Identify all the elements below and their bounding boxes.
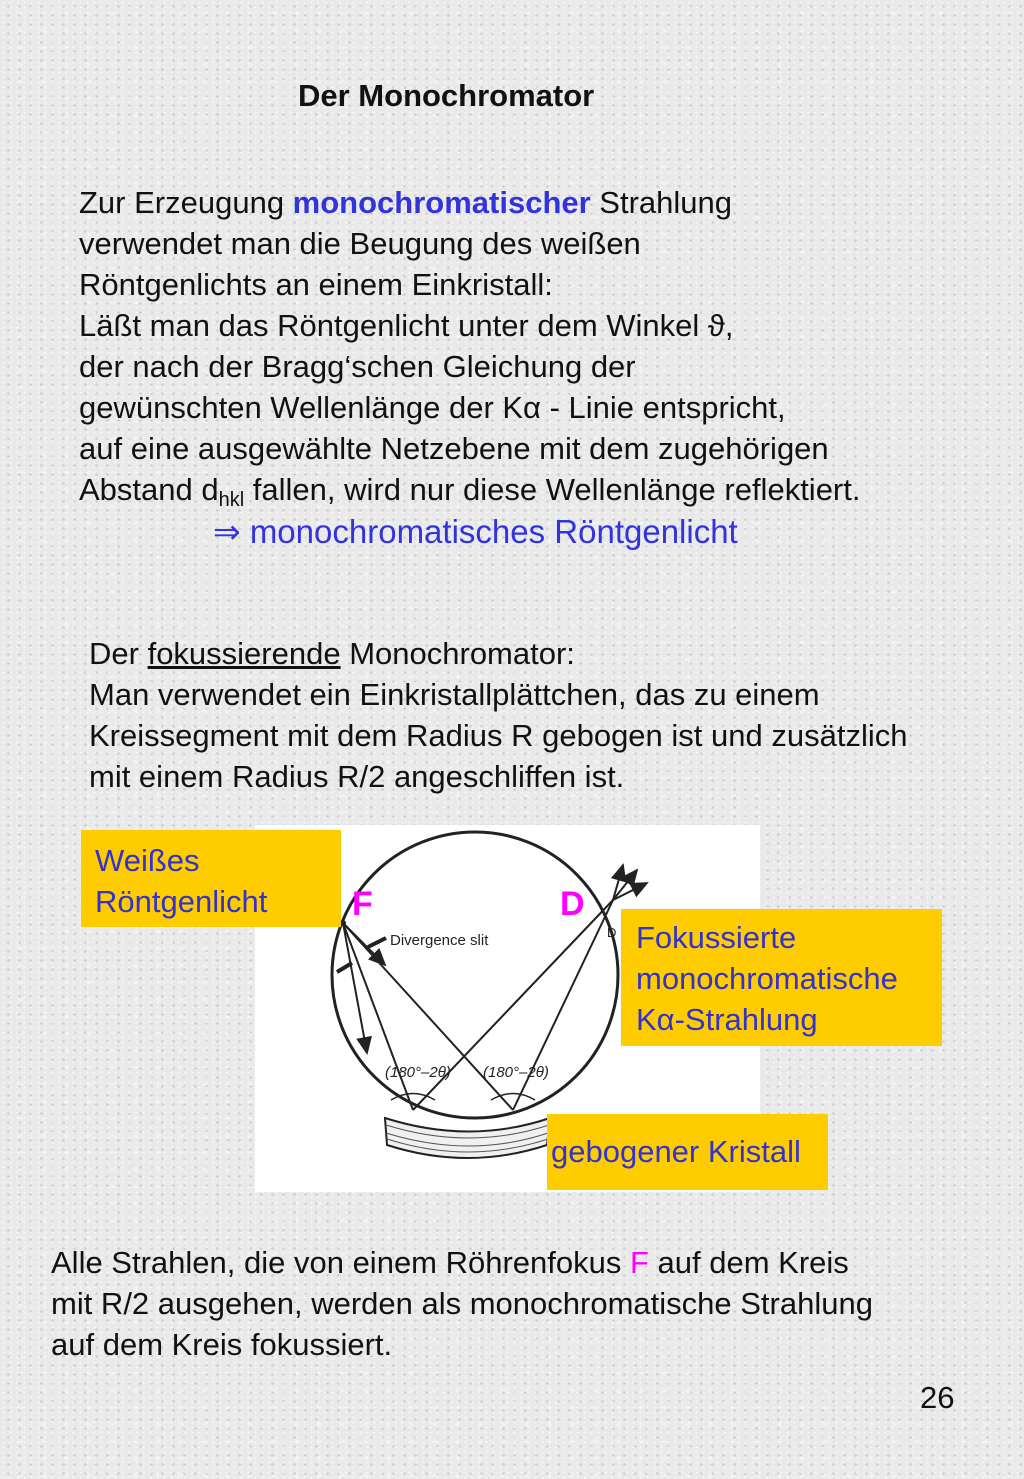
conclusion-F: F [630,1245,649,1280]
intro-line-2: verwendet man die Beugung des weißen [79,226,641,261]
result-line: ⇒ monochromatisches Röntgenlicht [213,513,738,550]
page-title: Der Monochromator [298,78,595,113]
focusing-line-3: Kreissegment mit dem Radius R gebogen ist und zusätzlich [89,718,908,753]
bent-crystal-label: gebogener Kristall [547,1114,828,1190]
intro-line-1: Zur Erzeugung monochromatischer Strahlung [79,185,733,220]
white-light-line-1: Weißes [95,843,200,878]
slit-bar-2 [337,963,352,972]
focusing-line-2: Man verwendet ein Einkristallplättchen, das zu einem [89,677,820,712]
focused-line-2: monochromatische [636,961,898,996]
focusing-underlined: fokussierende [147,636,341,671]
intro-paragraph [79,182,979,554]
focusing-circle [332,832,618,1118]
page-number: 26 [920,1380,955,1415]
focus-F-label: F [352,885,373,923]
focused-radiation-label [621,909,942,1046]
slit-bar-1 [368,938,386,947]
white-light-line-2: Röntgenlicht [95,884,268,919]
white-light-label [81,830,341,927]
conclusion-line-3: auf dem Kreis fokussiert. [51,1327,393,1362]
intro-line-5: der nach der Bragg‘schen Gleichung der [79,349,636,384]
angle-label-left: (180°–2θ) [385,1064,451,1081]
focused-line-1: Fokussierte [636,920,797,955]
small-D-label: D [607,925,617,940]
conclusion-paragraph [51,1242,991,1365]
conclusion-line-1: Alle Strahlen, die von einem Röhrenfokus F auf dem Kreis [51,1245,849,1280]
detector-D-label: D [560,885,585,923]
intro-line-6: gewünschten Wellenlänge der Kα - Linie entspricht, [79,390,786,425]
intro-line-4: Läßt man das Röntgenlicht unter dem Winkel ϑ, [79,308,734,343]
focusing-line-1: Der fokussierende Monochromator: [89,636,575,671]
divergence-slit-label: Divergence slit [390,932,489,949]
hkl-subscript: hkl [218,489,245,511]
focusing-line-4: mit einem Radius R/2 angeschliffen ist. [89,759,625,794]
intro-line-3: Röntgenlichts an einem Einkristall: [79,267,553,302]
monochromatic-highlight: monochromatischer [292,185,591,220]
intro-line-8: Abstand $d_{hkl}$ fallen, wird nur diese Wellenlänge reflektiert. [79,472,861,511]
angle-label-right: (180°–2θ) [483,1064,549,1081]
intro-line-7: auf eine ausgewählte Netzebene mit dem zugehörigen [79,431,829,466]
focused-line-3: Kα-Strahlung [636,1002,818,1037]
ray-incoming-2 [343,923,513,1110]
focusing-paragraph [89,633,1009,797]
conclusion-line-2: mit R/2 ausgehen, werden als monochromatische Strahlung [51,1286,873,1321]
